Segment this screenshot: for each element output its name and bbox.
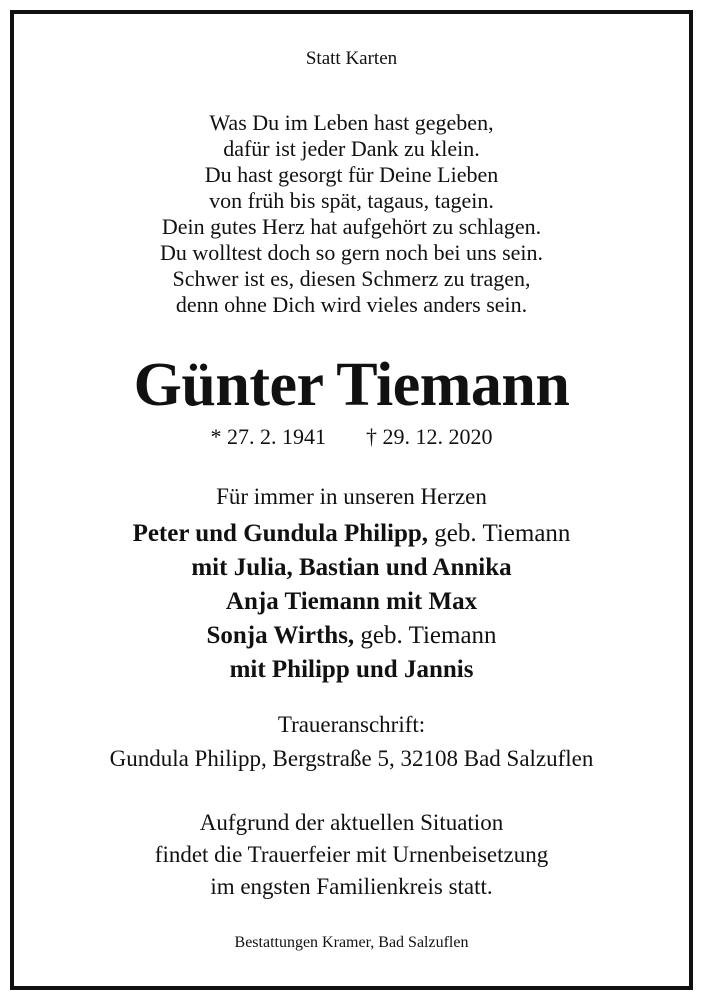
mourner-maiden: geb. Tiemann [354,622,497,649]
mourner-names: Sonja Wirths, [206,622,355,649]
poem-line: von früh bis spät, tagaus, tagein. [209,188,494,213]
poem-line: denn ohne Dich wird vieles anders sein. [175,292,528,317]
tagline: Für immer in unseren Herzen [216,484,487,509]
header-text: Statt Karten [305,48,398,69]
poem-line: Schwer ist es, diesen Schmerz zu tragen, [172,266,531,291]
notice-line: im engsten Familienkreis statt. [210,874,493,899]
poem-line: dafür ist jeder Dank zu klein. [223,136,480,161]
mourner-line: Anja Tiemann mit Max [225,588,478,615]
notice-line: Aufgrund der aktuellen Situation [199,810,504,835]
life-dates [0,424,703,450]
mourner-maiden: geb. Tiemann [428,520,571,547]
poem-line: Dein gutes Herz hat aufgehört zu schlagen. [161,214,542,239]
address: Gundula Philipp, Bergstraße 5, 32108 Bad Salzuflen [109,746,594,771]
poem-line: Du hast gesorgt für Deine Lieben [204,162,499,187]
address-label: Traueranschrift: [277,712,426,737]
funeral-home: Bestattungen Kramer, Bad Salzuflen [234,934,469,951]
birth-date: * 27. 2. 1941 [210,424,326,449]
death-date: † 29. 12. 2020 [366,424,493,449]
notice-line: findet die Trauerfeier mit Urnenbeisetzung [154,842,549,867]
poem-line: Was Du im Leben hast gegeben, [209,110,494,135]
mourner-line: mit Philipp und Jannis [229,656,474,683]
mourner-line [0,520,703,548]
poem-line: Du wolltest doch so gern noch bei uns sein. [159,240,544,265]
mourner-line: mit Julia, Bastian und Annika [191,554,512,581]
mourner-names: Peter und Gundula Philipp, [132,520,429,547]
mourner-line [0,622,703,650]
deceased-name: Günter Tiemann [133,351,570,419]
